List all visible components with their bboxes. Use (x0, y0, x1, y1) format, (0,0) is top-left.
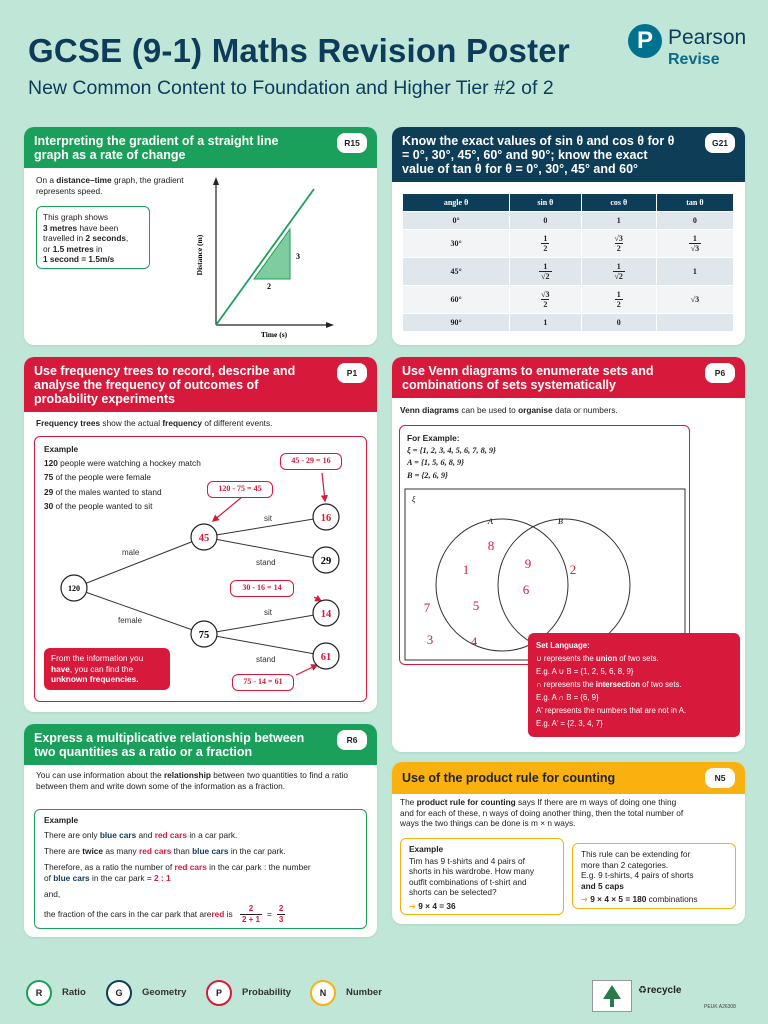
trig-header-cell: sin θ (510, 194, 582, 212)
card-venn-title: Use Venn diagrams to enumerate sets and combinations of sets systematically (402, 364, 654, 392)
card-gradient (24, 127, 377, 345)
fsc-logo (592, 980, 632, 1012)
ratio-red-cars: red cars (154, 830, 188, 840)
trig-cell: 0 (581, 314, 656, 332)
card-venn (392, 357, 745, 752)
calc-arrow-16 (322, 473, 325, 501)
pearson-logo (628, 24, 748, 74)
branch-male-stand (204, 537, 326, 560)
legend-geometry-label: Geometry (142, 987, 187, 998)
gradient-intro (36, 175, 186, 196)
trig-fraction-den: 2 (616, 244, 621, 253)
trig-cell: 1 (581, 212, 656, 230)
card-trig (392, 127, 745, 345)
freq-intro-post: of different events. (202, 418, 273, 428)
trig-cell (581, 258, 656, 286)
trig-header-cell: angle θ (403, 194, 510, 212)
recycle-logo (638, 985, 681, 996)
card-ratio-title: Express a multiplicative relationship between two quantities as a ratio or a fraction (34, 731, 305, 759)
trig-table-header (403, 194, 734, 212)
trig-fraction (541, 234, 549, 253)
calc-arrow-61 (296, 665, 317, 675)
gradient-callout-line4: or (43, 243, 53, 254)
ratio-value: 2 : 1 (154, 873, 171, 883)
trig-cell (581, 230, 656, 258)
calc-box-61: 75 - 14 = 61 (232, 674, 294, 691)
trig-header-cell: cos θ (581, 194, 656, 212)
trig-fraction-num: 1 (616, 290, 621, 299)
ratio-line: as many (103, 846, 140, 856)
ratio-line: There are only (44, 830, 100, 840)
poster-title: GCSE (9-1) Maths Revision Poster (28, 32, 570, 69)
card-venn-title-bar (392, 357, 745, 398)
graph-run-label: 2 (267, 282, 271, 291)
poster-subtitle: New Common Content to Foundation and Higher Tier #2 of 2 (28, 77, 554, 99)
ratio-line: in a car park. (187, 830, 238, 840)
gradient-callout-in: in (93, 243, 103, 254)
freq-example-num: 29 (44, 486, 54, 497)
freq-example-line: of the people were female (53, 472, 152, 482)
graph-rise-label: 3 (296, 252, 300, 261)
graph-y-arrow (213, 177, 219, 185)
node-root-value: 120 (68, 584, 80, 593)
gradient-callout-speed: = 1.5m/s (78, 254, 115, 264)
trig-cell (510, 286, 582, 314)
tree-icon (593, 981, 631, 1011)
pearson-logo-icon: P (628, 24, 662, 58)
ratio-line: There are (44, 846, 83, 856)
freq-example-line: people were watching a hockey match (57, 457, 201, 468)
ratio-intro (36, 770, 361, 791)
gradient-callout-bold1: 3 metres (43, 222, 78, 233)
gradient-intro-bold: distance–time (56, 175, 112, 185)
product-example-box (400, 838, 564, 915)
calc-box-45: 120 - 75 = 45 (207, 481, 273, 498)
trig-cell (581, 286, 656, 314)
trig-fraction (615, 290, 623, 309)
product-intro-line: ways the two things can be done is m × n ways. (400, 818, 576, 828)
venn-universal-symbol: ξ (412, 495, 416, 504)
trig-fraction-den: 2 (543, 300, 548, 309)
product-intro-line: and for each of these, n ways of doing another thing, then the total number of (400, 807, 684, 818)
ratio-twice: twice (82, 846, 104, 856)
ratio-line: in the car park. (228, 846, 286, 856)
product-extension-combinations: combinations (646, 894, 698, 904)
distance-time-graph (194, 171, 344, 341)
freq-example-num: 30 (44, 501, 54, 511)
venn-outside-value: 4 (470, 634, 478, 649)
set-language-bold: union (595, 654, 618, 663)
trig-cell: √3 (656, 286, 733, 314)
branch-label-male-stand: stand (256, 558, 276, 567)
set-language-title: Set Language: (536, 641, 590, 650)
set-language-bold: intersection (595, 680, 640, 689)
trig-cell (656, 314, 733, 332)
trig-table (402, 193, 734, 332)
product-intro-line: The (400, 797, 417, 807)
trig-fraction-den: √3 (690, 244, 700, 253)
trig-cell: 1 (656, 258, 733, 286)
legend-number-label: Number (346, 987, 382, 998)
legend-probability-label: Probability (242, 987, 292, 998)
venn-intro-post: data or numbers. (552, 405, 618, 415)
trig-cell (656, 230, 733, 258)
calc-box-16: 45 - 29 = 16 (280, 453, 342, 470)
card-ratio (24, 724, 377, 937)
trig-fraction (539, 262, 551, 281)
graph-x-label: Time (s) (260, 330, 288, 339)
branch-label-female: female (118, 616, 143, 625)
calc-arrow-14 (314, 597, 321, 601)
node-female-stand-value: 61 (320, 652, 332, 663)
set-language-line: A′ represents the numbers that are not in A. (536, 706, 687, 715)
tag-n5: N5 (705, 768, 735, 788)
venn-both-value: 9 (524, 556, 532, 571)
freq-intro-bold2: frequency (162, 418, 203, 428)
gradient-callout (36, 206, 150, 269)
product-example-title: Example (409, 844, 444, 854)
venn-both-value: 6 (522, 582, 530, 597)
legend-number-icon: N (310, 980, 336, 1006)
gradient-callout-line3: travelled in (43, 233, 86, 243)
node-male-value: 45 (198, 533, 210, 544)
ratio-line: the fraction of the cars in the car park that are (44, 909, 212, 919)
set-language-line: of two sets. (639, 680, 682, 689)
venn-label-b: B (558, 517, 563, 526)
graph-y-label: Distance (m) (195, 234, 204, 276)
product-intro-bold: product rule for counting (416, 797, 516, 807)
freq-example-line: of the males wanted to stand (53, 486, 162, 497)
card-gradient-title: Interpreting the gradient of a straight line graph as a rate of change (34, 134, 279, 162)
ratio-blue-cars: blue cars (99, 830, 137, 840)
product-intro-line: says If there are m ways of doing one thing (515, 797, 677, 807)
product-example-line: shorts in his wardrobe. How many (409, 866, 534, 876)
product-extension-bold: and 5 caps (581, 880, 624, 891)
branch-label-male-sit: sit (264, 514, 272, 523)
trig-row (403, 230, 734, 258)
trig-fraction-den: 2 (616, 300, 621, 309)
ratio-line: Therefore, as a ratio the number of (44, 862, 175, 872)
ratio-line: is (224, 909, 235, 919)
gradient-intro-pre: On a (36, 175, 57, 185)
trig-cell: 0 (510, 212, 582, 230)
venn-label-a: A (488, 517, 493, 526)
gradient-triangle (254, 229, 290, 279)
ratio-line: than (171, 846, 193, 856)
product-extension-answer: 9 × 4 × 5 = 180 (590, 894, 647, 904)
branch-female (74, 588, 204, 634)
freq-note-bold: have (51, 663, 70, 674)
venn-example-title: For Example: (407, 433, 460, 443)
trig-fraction-num: 1 (692, 234, 697, 243)
trig-cell: 30° (403, 230, 510, 258)
recycle-icon: ♻ (638, 985, 647, 996)
venn-only-b-value: 2 (569, 562, 577, 577)
freq-example-num: 120 (44, 457, 58, 468)
card-product-title: Use of the product rule for counting (402, 771, 616, 785)
trig-row (403, 258, 734, 286)
trig-header-cell: tan θ (656, 194, 733, 212)
freq-example-num: 75 (44, 472, 54, 482)
gradient-intro-post: graph, the gradient represents speed. (36, 175, 184, 196)
venn-intro (400, 405, 618, 416)
trig-fraction (613, 262, 625, 281)
legend-ratio-label: Ratio (62, 987, 86, 998)
freq-intro-mid: show the actual (100, 418, 163, 428)
ratio-red-cars: red cars (139, 846, 172, 856)
freq-note-line3: unknown frequencies. (51, 674, 139, 684)
product-extension-line: more than 2 categories. (581, 859, 669, 870)
calc-box-14: 30 - 16 = 14 (230, 580, 294, 597)
ratio-line: and (136, 830, 155, 840)
graph-x-arrow (326, 322, 334, 328)
trig-row (403, 314, 734, 332)
trig-fraction-num: 1 (616, 262, 621, 271)
freq-note-line1: From the information you (51, 653, 144, 663)
freq-intro-bold1: Frequency trees (36, 418, 101, 428)
trig-cell: 0 (656, 212, 733, 230)
arrow-right-icon: ➔ (581, 894, 588, 904)
product-example-answer: 9 × 4 = 36 (418, 900, 456, 911)
trig-fraction-num: 1 (543, 234, 548, 243)
venn-outside-value: 3 (426, 632, 434, 647)
recycle-label: recycle (646, 985, 682, 996)
trig-fraction-den: √2 (614, 272, 623, 281)
ratio-red-word: red (211, 909, 225, 919)
venn-set-universal: ξ = {1, 2, 3, 4, 5, 6, 7, 8, 9} (407, 445, 496, 455)
node-male-stand-value: 29 (320, 556, 332, 567)
trig-fraction-den: √2 (541, 272, 550, 281)
product-example-line: Tim has 9 t-shirts and 4 pairs of (409, 855, 525, 866)
venn-intro-bold1: Venn diagrams (400, 405, 460, 415)
card-frequency-trees (24, 357, 377, 712)
trig-fraction (615, 234, 623, 253)
ratio-blue-cars: blue cars (53, 873, 90, 883)
freq-note (44, 648, 170, 690)
trig-fraction-num: 1 (543, 262, 548, 271)
tag-r15: R15 (337, 133, 367, 153)
ratio-fraction-den: 2 + 1 (241, 915, 260, 924)
freq-example-title: Example (44, 444, 79, 454)
product-intro (400, 797, 740, 829)
trig-fraction-den: 2 (543, 244, 548, 253)
legend-probability-icon: P (206, 980, 232, 1006)
product-extension-line: E.g. 9 t-shirts, 4 pairs of shorts (581, 870, 694, 880)
trig-cell: 90° (403, 314, 510, 332)
card-ratio-title-bar (24, 724, 377, 765)
gradient-callout-bold4: 1 second (43, 254, 79, 264)
arrow-right-icon: ➔ (409, 900, 416, 911)
card-product-title-bar (392, 762, 745, 794)
set-language-box (528, 633, 740, 737)
venn-only-a-value: 8 (487, 538, 495, 553)
branch-label-male: male (122, 548, 140, 557)
ratio-line: in the car park = (89, 873, 155, 883)
calc-arrow-45 (213, 497, 242, 521)
product-example-line: outfit combinations of t-shirt and (409, 876, 527, 887)
trig-cell: 0° (403, 212, 510, 230)
set-language-line: ∩ represents the (536, 680, 596, 689)
trig-cell (510, 230, 582, 258)
gradient-callout-line1: This graph shows (43, 212, 109, 222)
gradient-callout-comma: , (126, 233, 129, 243)
branch-label-female-sit: sit (264, 608, 272, 617)
venn-example-text (407, 432, 496, 482)
freq-example-line: of the people wanted to sit (53, 501, 153, 511)
node-female-sit-value: 14 (320, 609, 332, 620)
venn-intro-bold2: organise (518, 405, 553, 415)
tag-r6: R6 (337, 730, 367, 750)
card-trig-title-bar (392, 127, 745, 182)
ratio-intro-post: between two quantities to find a ratio between them and write down some of the information as a fraction. (36, 770, 348, 791)
card-gradient-title-bar (24, 127, 377, 168)
trig-fraction (541, 290, 549, 309)
set-language-line: E.g. A′ = {2, 3, 4, 7} (536, 719, 603, 728)
legend-ratio-icon: R (26, 980, 52, 1006)
pearson-logo-sub: Revise (668, 51, 720, 68)
product-extension-box (572, 843, 736, 909)
ratio-fraction-num: 2 (278, 904, 284, 913)
product-extension-line: This rule can be extending for (581, 849, 691, 859)
trig-row (403, 286, 734, 314)
branch-female-stand (204, 634, 326, 656)
venn-only-a-value: 1 (462, 562, 470, 577)
trig-cell: 1 (510, 314, 582, 332)
trig-row (403, 212, 734, 230)
trig-cell (510, 258, 582, 286)
ratio-line: and, (44, 889, 61, 899)
set-language-line: of two sets. (617, 654, 659, 663)
legend-geometry-icon: G (106, 980, 132, 1006)
gradient-callout-bold3: 1.5 metres (52, 243, 94, 254)
ratio-fraction-1 (240, 904, 262, 925)
trig-fraction-num: √3 (614, 234, 623, 243)
ratio-line: of (44, 873, 54, 883)
pearson-logo-name: Pearson (668, 26, 747, 49)
node-female-value: 75 (198, 630, 210, 641)
tag-p6: P6 (705, 363, 735, 383)
venn-set-b: B = {2, 6, 9} (407, 470, 448, 480)
gradient-callout-line2: have been (77, 222, 119, 233)
card-trig-title: Know the exact values of sin θ and cos θ for θ = 0°, 30°, 45°, 60° and 90°; know the exact value of tan θ for θ = 0°, 30°, 45° and 60° (402, 134, 675, 176)
venn-intro-mid: can be used to (459, 405, 519, 415)
set-language-line: E.g. A ∪ B = {1, 2, 5, 6, 8, 9} (536, 667, 634, 676)
ratio-intro-bold: relationship (163, 770, 211, 780)
trig-fraction (689, 234, 701, 253)
freq-note-line2: , you can find the (69, 663, 134, 674)
ratio-example-text (44, 815, 362, 925)
ratio-blue-cars: blue cars (192, 846, 229, 856)
venn-set-a: A = {1, 5, 6, 8, 9} (407, 458, 465, 467)
venn-outside-value: 7 (423, 600, 431, 615)
ratio-intro-pre: You can use information about the (36, 770, 164, 780)
venn-only-a-value: 5 (472, 598, 480, 613)
ratio-equals: = (266, 909, 272, 919)
gradient-callout-bold2: 2 seconds (85, 233, 127, 243)
ratio-line: in the car park : the number (206, 862, 311, 872)
trig-cell: 60° (403, 286, 510, 314)
product-example-line: shorts can be selected? (409, 887, 497, 897)
ratio-fraction-den: 3 (278, 915, 284, 924)
trig-cell: 45° (403, 258, 510, 286)
branch-male (74, 537, 204, 588)
trig-fraction-num: √3 (541, 290, 550, 299)
ratio-fraction-2 (277, 904, 285, 925)
set-language-line: E.g. A ∩ B = {6, 9} (536, 693, 599, 702)
print-code: PEUK A26308 (704, 1004, 736, 1010)
branch-label-female-stand: stand (256, 655, 276, 664)
ratio-example-title: Example (44, 815, 79, 825)
ratio-fraction-num: 2 (248, 904, 254, 913)
ratio-red-cars: red cars (174, 862, 207, 872)
node-male-sit-value: 16 (320, 513, 332, 524)
card-freq-title: Use frequency trees to record, describe and analyse the frequency of outcomes of probability experiments (34, 364, 296, 406)
tag-p1: P1 (337, 363, 367, 383)
tag-g21: G21 (705, 133, 735, 153)
set-language-line: ∪ represents the (536, 654, 596, 663)
card-product-rule (392, 762, 745, 924)
